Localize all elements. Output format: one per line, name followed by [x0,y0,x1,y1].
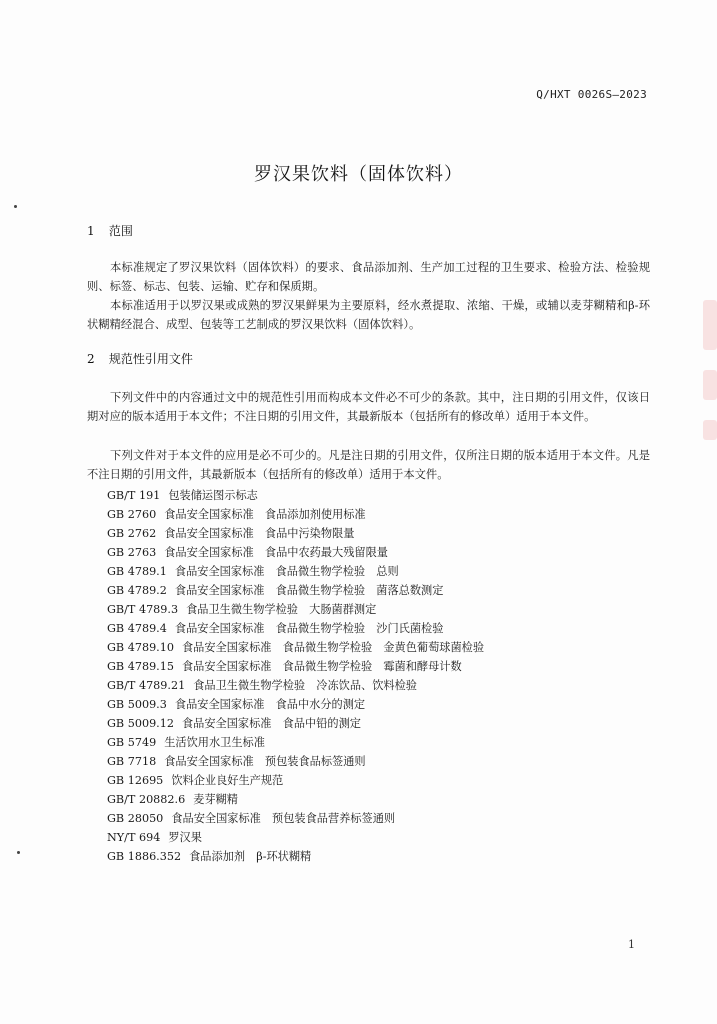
reference-code: GB 2762 [107,527,157,540]
reference-item [107,581,484,600]
reference-title: 食品卫生微生物学检验 冷冻饮品、饮料检验 [193,679,417,692]
reference-item [107,657,484,676]
reference-code: GB 7718 [107,755,157,768]
reference-code: GB/T 191 [107,489,161,502]
reference-item [107,828,484,847]
reference-code: GB 2763 [107,546,157,559]
reference-title: 饮料企业良好生产规范 [171,774,284,787]
stamp-fragment-bottom [703,420,717,440]
reference-code: NY/T 694 [107,831,161,844]
reference-title: 食品安全国家标准 食品微生物学检验 金黄色葡萄球菌检验 [181,641,485,654]
reference-code: GB/T 4789.3 [107,603,179,616]
reference-item [107,505,484,524]
reference-code: GB 5009.12 [107,717,174,730]
reference-item [107,790,484,809]
reference-title: 食品安全国家标准 食品微生物学检验 菌落总数测定 [174,584,444,597]
reference-code: GB 4789.4 [107,622,167,635]
reference-item [107,752,484,771]
reference-code: GB 1886.352 [107,850,182,863]
reference-title: 包装储运图示标志 [168,489,258,502]
reference-item [107,486,484,505]
reference-item [107,695,484,714]
reference-title: 食品安全国家标准 食品微生物学检验 总则 [174,565,399,578]
reference-code: GB 5749 [107,736,157,749]
reference-item [107,847,484,866]
reference-code: GB 12695 [107,774,164,787]
stamp-fragment-top [703,300,717,350]
reference-title: 食品安全国家标准 食品中水分的测定 [174,698,366,711]
reference-code: GB 4789.15 [107,660,174,673]
section-heading-normative-references [87,350,193,367]
reference-item [107,676,484,695]
references-paragraph-1: 下列文件中的内容通过文中的规范性引用而构成本文件必不可少的条款。其中，注日期的引用文件，仅该日期对应的版本适用于本文件；不注日期的引用文件，其最新版本（包括所有的修改单）适用于本文件。 [87,391,650,423]
reference-title: 食品安全国家标准 食品微生物学检验 霉菌和酵母计数 [181,660,462,673]
reference-item [107,809,484,828]
reference-title: 食品安全国家标准 食品微生物学检验 沙门氏菌检验 [174,622,444,635]
reference-code: GB 5009.3 [107,698,167,711]
reference-item [107,600,484,619]
reference-item [107,638,484,657]
references-paragraph-2: 下列文件对于本文件的应用是必不可少的。凡是注日期的引用文件，仅所注日期的版本适用于本文件。凡是不注日期的引用文件，其最新版本（包括所有的修改单）适用于本文件。 [87,449,650,481]
reference-code: GB/T 20882.6 [107,793,186,806]
reference-list [107,486,484,866]
scope-paragraph-1: 本标准规定了罗汉果饮料（固体饮料）的要求、食品添加剂、生产加工过程的卫生要求、检验方法、检验规则、标签、标志、包装、运输、贮存和保质期。 [87,261,650,293]
reference-item [107,771,484,790]
section-number: 1 [87,224,95,238]
reference-title: 罗汉果 [168,831,202,844]
reference-item [107,524,484,543]
reference-item [107,543,484,562]
reference-title: 食品安全国家标准 食品中污染物限量 [164,527,355,540]
reference-code: GB 4789.10 [107,641,174,654]
reference-code: GB 4789.1 [107,565,167,578]
stamp-fragment-middle [703,370,717,400]
reference-title: 食品安全国家标准 食品中农药最大残留限量 [164,546,388,559]
reference-title: 食品安全国家标准 预包装食品营养标签通则 [171,812,396,825]
reference-item [107,619,484,638]
scan-speck [17,851,20,854]
document-title: 罗汉果饮料（固体饮料） [254,164,463,185]
reference-item [107,562,484,581]
scope-paragraph-2: 本标准适用于以罗汉果或成熟的罗汉果鲜果为主要原料，经水煮提取、浓缩、干燥，或辅以麦芽糊精和β-环状糊精经混合、成型、包装等工艺制成的罗汉果饮料（固体饮料）。 [87,299,650,331]
reference-code: GB/T 4789.21 [107,679,186,692]
section-number: 2 [87,352,95,366]
reference-item [107,733,484,752]
reference-title: 麦芽糊精 [193,793,238,806]
section-title: 范围 [108,224,133,238]
reference-title: 食品卫生微生物学检验 大肠菌群测定 [186,603,377,616]
reference-title: 食品安全国家标准 预包装食品标签通则 [164,755,366,768]
reference-title: 食品安全国家标准 食品添加剂使用标准 [164,508,366,521]
reference-title: 生活饮用水卫生标准 [164,736,265,749]
reference-title: 食品添加剂 β-环状糊精 [189,850,312,863]
reference-code: GB 2760 [107,508,157,521]
scan-speck [14,205,17,208]
document-number: Q/HXT 0026S—2023 [536,88,647,101]
reference-title: 食品安全国家标准 食品中铅的测定 [181,717,361,730]
page-number: 1 [628,938,635,951]
section-heading-scope [87,222,133,239]
reference-code: GB 4789.2 [107,584,167,597]
reference-code: GB 28050 [107,812,164,825]
section-title: 规范性引用文件 [108,352,193,366]
reference-item [107,714,484,733]
